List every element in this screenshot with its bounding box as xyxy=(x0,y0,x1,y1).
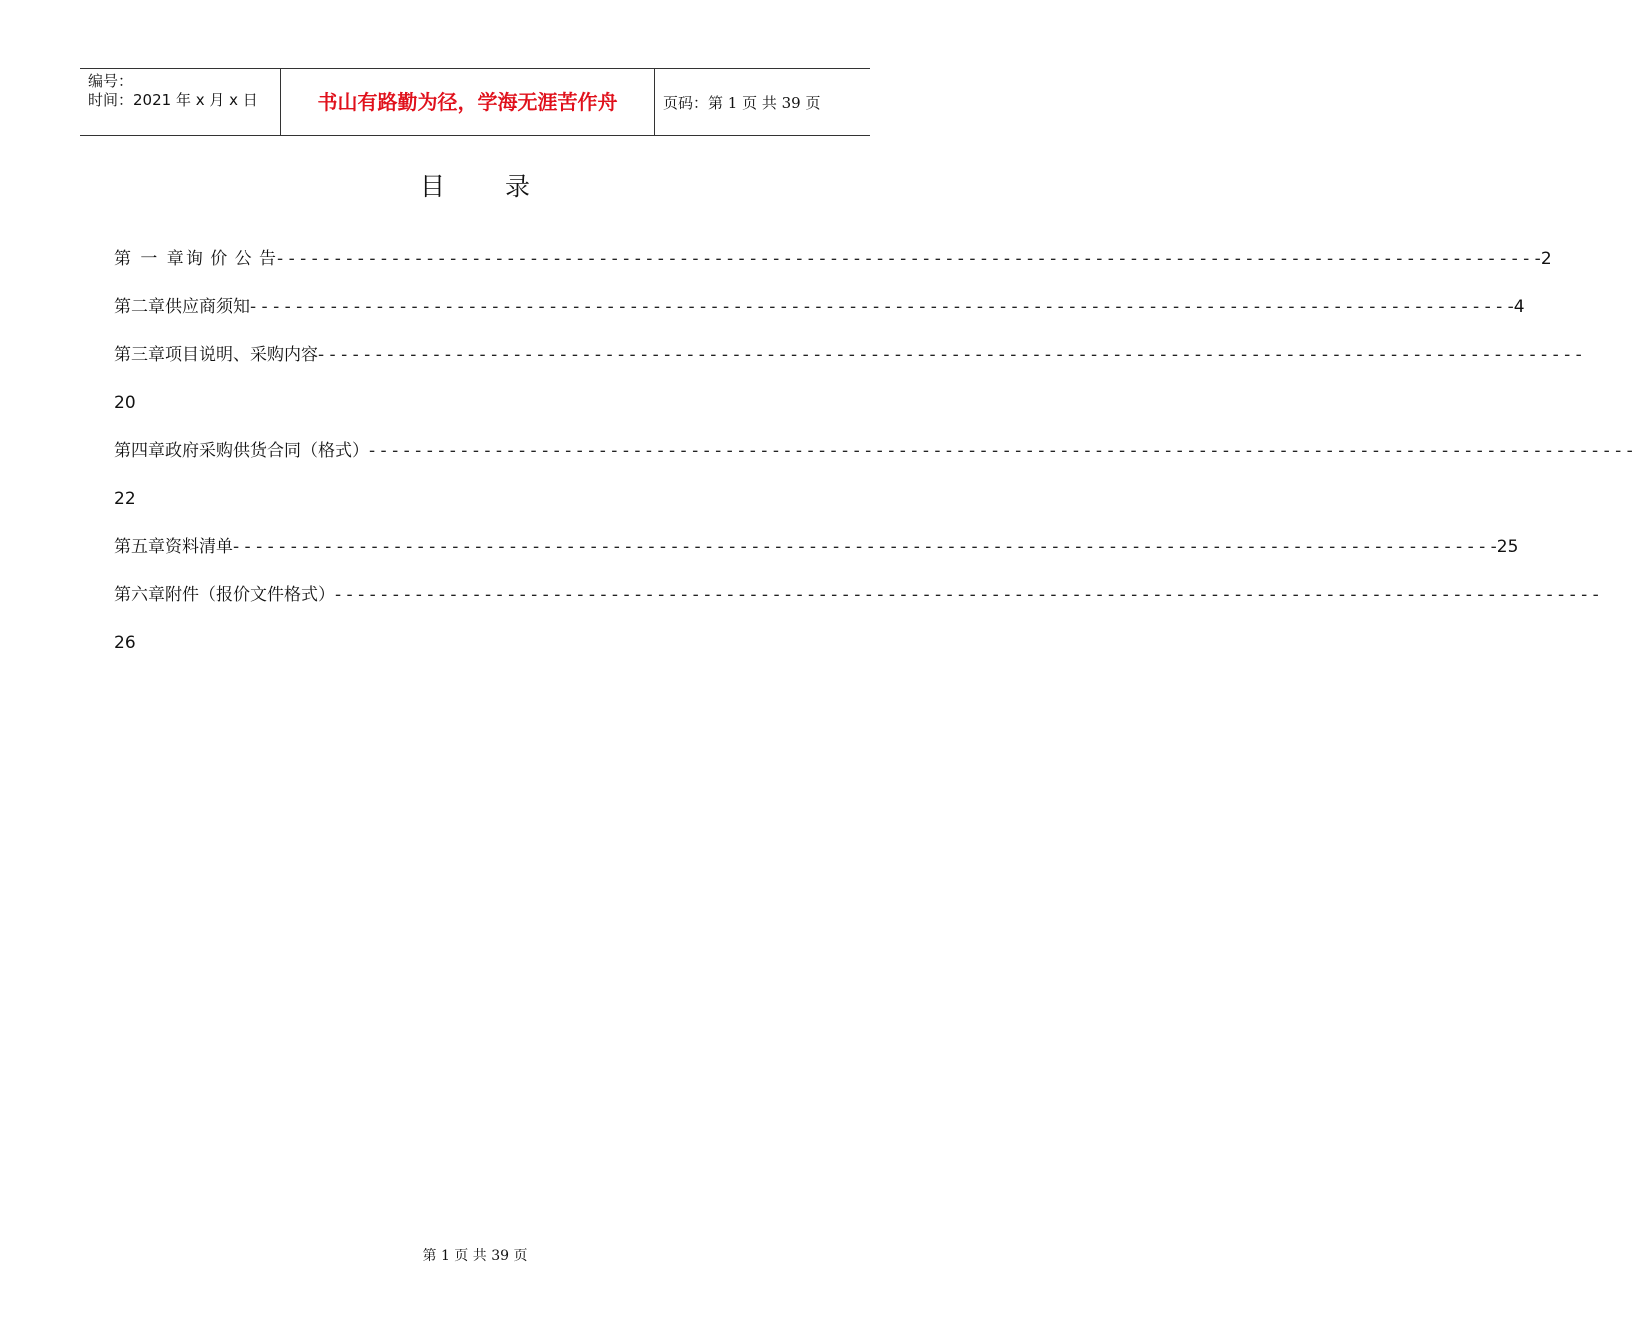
toc-leader: - - - - - - - - - - - - - - - - - - - - - - - - - - - - - - - - - - - - - - - - - - - - - - - - - - - - - - - - - - - - - - - - - - - - - - - - - - - - - - - - - - - - - - - - - - - - - - - - - - - - - - - - - - - - - - xyxy=(318,345,1582,365)
toc-leader: - - - - - - - - - - - - - - - - - - - - - - - - - - - - - - - - - - - - - - - - - - - - - - - - - - - - - - - - - - - - - - - - - - - - - - - - - - - - - - - - - - - - - - - - - - - - - - - - - - - - - - - - - - - - - - xyxy=(250,297,1514,317)
toc-page-number: 4 xyxy=(1513,297,1525,317)
toc-entry[interactable] xyxy=(114,581,1599,629)
toc-entry[interactable] xyxy=(114,437,1633,485)
toc-chapter: 第二章 xyxy=(114,297,165,317)
toc-chapter: 第三章 xyxy=(114,345,165,365)
toc-leader: - - - - - - - - - - - - - - - - - - - - - - - - - - - - - - - - - - - - - - - - - - - - - - - - - - - - - - - - - - - - - - - - - - - - - - - - - - - - - - - - - - - - - - - - - - - - - - - - - - - - - - - - - - - - - - xyxy=(369,441,1633,461)
toc-entry[interactable] xyxy=(114,533,1519,581)
toc-list xyxy=(114,245,1633,677)
document-number-label: 编号： xyxy=(88,72,134,90)
page-footer: 第 1 页 共 39 页 xyxy=(422,1248,528,1264)
toc-entry-title: 政府采购供货合同（格式） xyxy=(165,441,369,461)
toc-entry-title: 供应商须知 xyxy=(165,297,250,317)
toc-entry-title: 资料清单 xyxy=(165,537,233,557)
toc-entry[interactable] xyxy=(114,341,1582,389)
header-motto-cell xyxy=(281,69,655,135)
header-page-code: 页码：第 1 页 共 39 页 xyxy=(663,94,821,112)
toc-page-number: 25 xyxy=(1496,537,1519,557)
toc-chapter: 第五章 xyxy=(114,537,165,557)
toc-leader: - - - - - - - - - - - - - - - - - - - - - - - - - - - - - - - - - - - - - - - - - - - - - - - - - - - - - - - - - - - - - - - - - - - - - - - - - - - - - - - - - - - - - - - - - - - - - - - - - - - - - - - - - - - - - - xyxy=(277,249,1541,269)
document-header xyxy=(80,68,870,136)
toc-entry-title: 项目说明、采购内容 xyxy=(165,345,318,365)
toc-chapter: 第六章 xyxy=(114,585,165,605)
toc-page-number: 22 xyxy=(114,489,136,509)
toc-leader: - - - - - - - - - - - - - - - - - - - - - - - - - - - - - - - - - - - - - - - - - - - - - - - - - - - - - - - - - - - - - - - - - - - - - - - - - - - - - - - - - - - - - - - - - - - - - - - - - - - - - - - - - - - - - - xyxy=(233,537,1497,557)
document-time: 时间：2021 年 x 月 x 日 xyxy=(88,91,258,109)
toc-chapter: 第 一 章 xyxy=(114,249,186,269)
toc-entry[interactable] xyxy=(114,245,1552,293)
toc-page-number: 20 xyxy=(114,393,136,413)
toc-page-number: 26 xyxy=(114,633,136,653)
toc-page-number: 2 xyxy=(1540,249,1552,269)
header-info-cell xyxy=(80,69,281,135)
header-page-cell xyxy=(655,69,870,135)
toc-leader: - - - - - - - - - - - - - - - - - - - - - - - - - - - - - - - - - - - - - - - - - - - - - - - - - - - - - - - - - - - - - - - - - - - - - - - - - - - - - - - - - - - - - - - - - - - - - - - - - - - - - - - - - - - - - - xyxy=(335,585,1599,605)
toc-title: 目录 xyxy=(419,172,590,201)
toc-entry-title: 询 价 公 告 xyxy=(185,249,278,269)
toc-entry-title: 附件（报价文件格式） xyxy=(165,585,335,605)
header-motto: 书山有路勤为径，学海无涯苦作舟 xyxy=(317,90,618,114)
toc-chapter: 第四章 xyxy=(114,441,165,461)
toc-entry[interactable] xyxy=(114,293,1525,341)
